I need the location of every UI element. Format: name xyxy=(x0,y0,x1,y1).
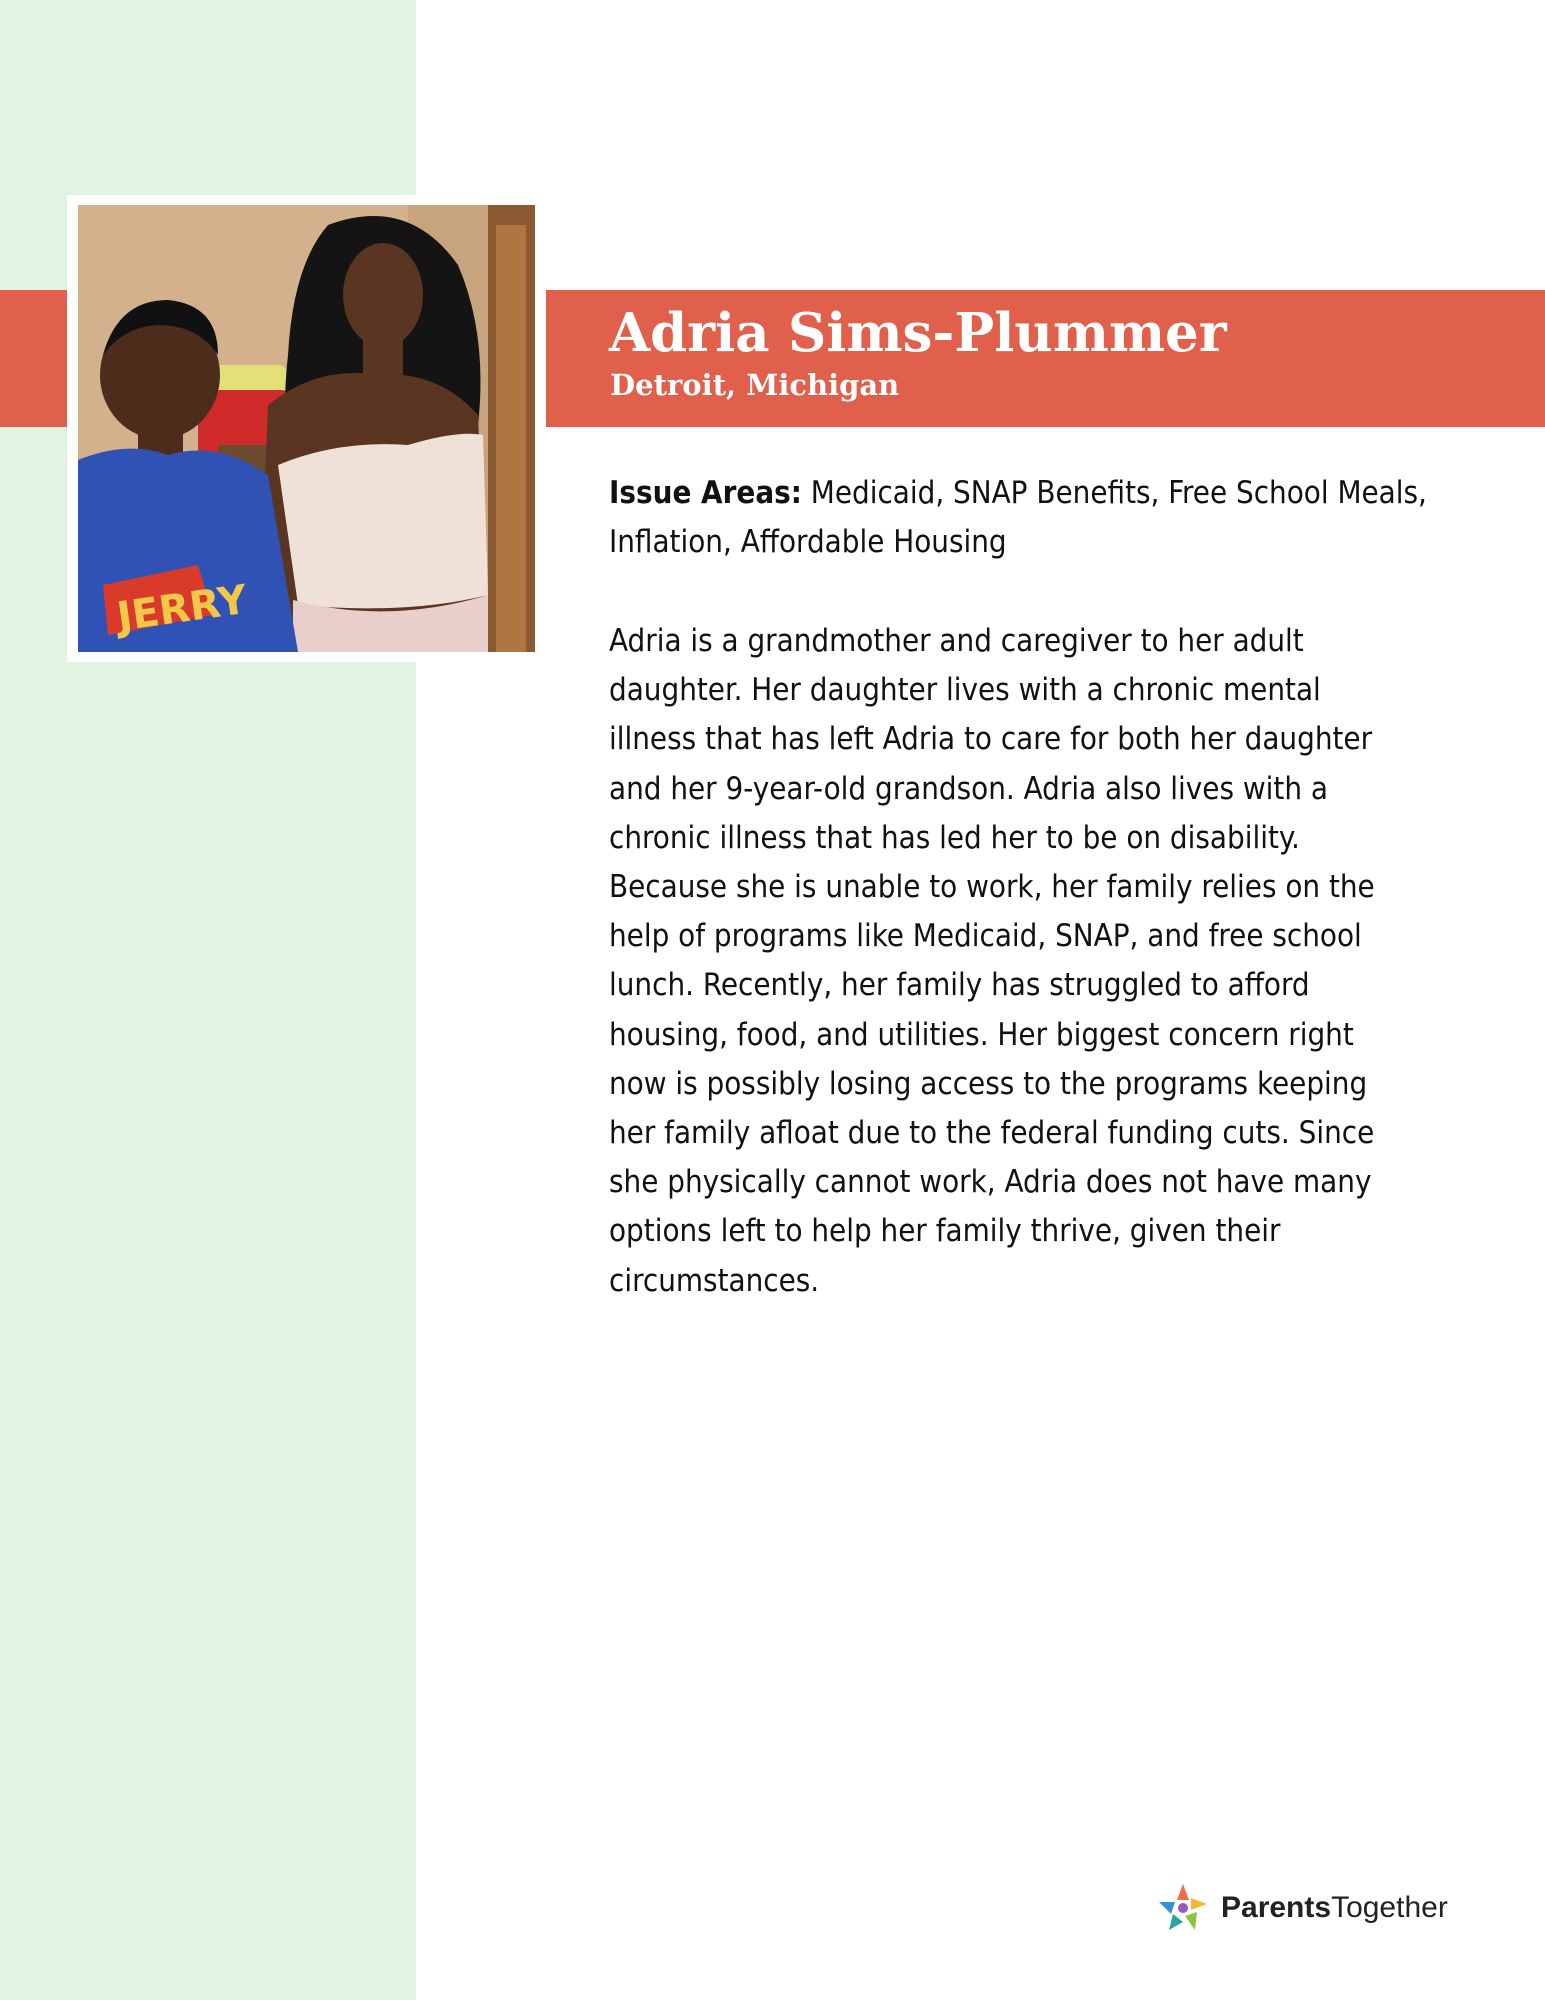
issue-areas xyxy=(609,469,1429,567)
brand-name xyxy=(1221,1891,1448,1925)
parentstogether-logo-icon xyxy=(1155,1880,1211,1936)
profile-photo xyxy=(78,205,535,652)
profile-photo-frame xyxy=(67,195,546,662)
profile-name: Adria Sims-Plummer xyxy=(609,302,1227,364)
issue-areas-list: Medicaid, SNAP Benefits, Free School Meals, Inflation, Affordable Housing xyxy=(609,475,1427,560)
profile-location: Detroit, Michigan xyxy=(610,368,900,402)
brand-name-regular: Together xyxy=(1331,1891,1448,1924)
family-photo-illustration xyxy=(78,205,535,652)
shirt-print: JERRY xyxy=(114,576,250,641)
issue-areas-label: Issue Areas: xyxy=(609,475,802,511)
brand-logo xyxy=(1155,1880,1448,1936)
brand-name-bold: Parents xyxy=(1221,1891,1332,1924)
title-band-left xyxy=(0,290,67,427)
profile-story: Adria is a grandmother and caregiver to her adult daughter. Her daughter lives with a chronic mental illness that has left Adria to care for both her daughter and her 9-year-old grandson. Adria also lives with a chronic illness that has led her to be on disability. Because she is unable to work, her family relies on the help of programs like Medicaid, SNAP, and free school lunch. Recently, her family has struggled to afford housing, food, and utilities. Her biggest concern right now is possibly losing access to the programs keeping her family afloat due to the federal funding cuts. Since she physically cannot work, Adria does not have many options left to help her family thrive, given their circumstances. xyxy=(609,623,1375,1299)
